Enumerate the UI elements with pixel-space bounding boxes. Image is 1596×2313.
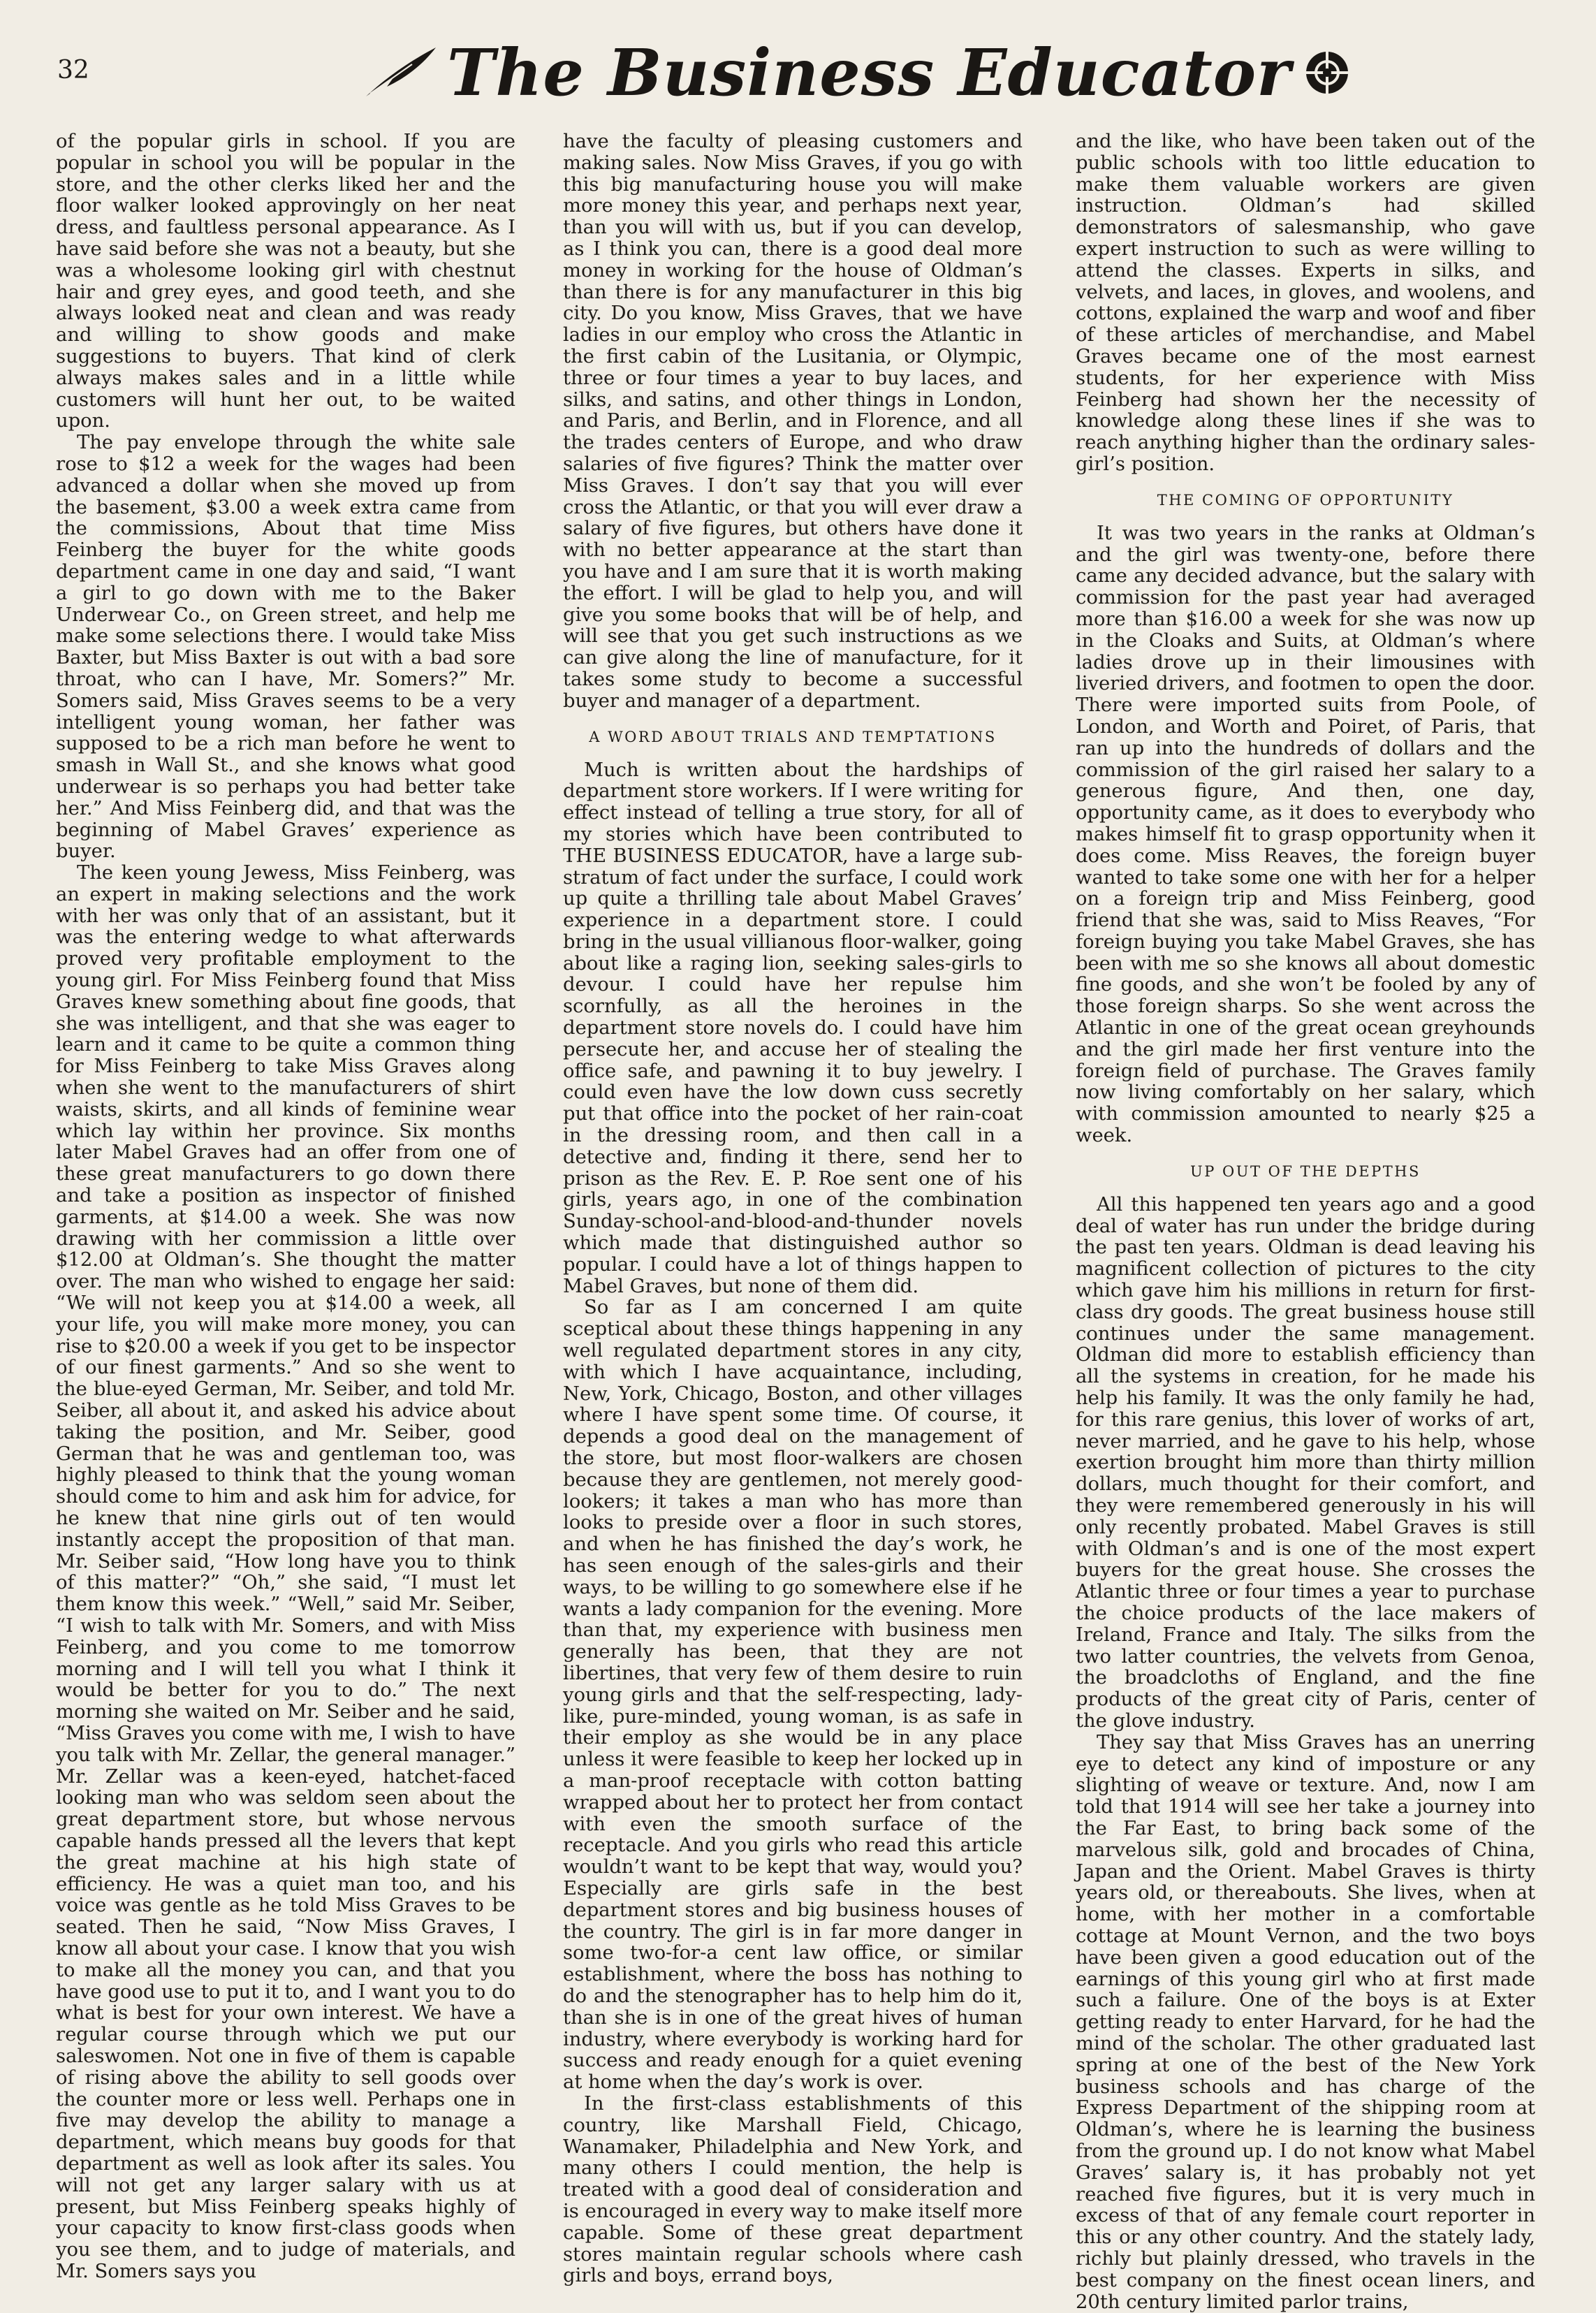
section-heading: A WORD ABOUT TRIALS AND TEMPTATIONS <box>589 728 997 745</box>
quill-pen-icon <box>363 43 440 99</box>
paragraph: So far as I am concerned I am quite sceptical about these things happening in any well regulated department stores in any city, with which I have acquaintance, including, New, York, Chicago, Boston, and other villages where I have spent some time. Of course, it depends a good deal on the management of the store, but most floor-walkers are chosen because they are gentlemen, not merely good-lookers; it takes a man who has more than looks to preside over a floor in such stores, and when he has finished the day’s work, he has seen enough of the sales-girls and their ways, to be willing to go somewhere else if he wants a lady companion for the evening. More than that, my experience with business men generally has been, that they are not libertines, that very few of them desire to ruin young girls and that the self-respecting, lady-like, pure-minded, young woman, is as safe in their employ as she would be in any place unless it were feasible to keep her locked up in a man-proof receptacle with cotton batting wrapped about her to protect her from contact with even the smooth surface of the receptacle. And you girls who read this article wouldn’t want to be kept that way, would you? Especially are girls safe in the best department stores and big business houses of the country. The girl is in far more danger in some two-for-a cent law office, or similar establishment, where the boss has nothing to do and the stenographer has to help him do it, than she is in one of the great hives of human industry, where everybody is working hard for success and ready enough for a quiet evening at home when the day’s work is over. <box>563 1297 1023 2094</box>
paragraph: In the first-class establishments of this country, like Marshall Field, Chicago, Wanamaker, Philadelphia and New York, and many others I could mention, the help is treated with a good deal of consideration and is encouraged in every way to make itself more capable. Some of these great department stores maintain regular schools where cash girls and boys, errand boys, <box>563 2092 1023 2287</box>
column-3 <box>1076 131 1535 2313</box>
paragraph: They say that Miss Graves has an unerring eye to detect any kind of imposture or any slighting of weave or texture. And, now I am told that 1914 will see her take a journey into the Far East, to bring back some of the marvelous silk, gold and brocades of China, Japan and the Orient. Mabel Graves is thirty years old, or thereabouts. She lives, when at home, with her mother in a comfortable cottage at Mount Vernon, and the two boys have been given a good education out of the earnings of this young girl who at first made such a failure. One of the boys is at Exter getting ready to enter Harvard, for he had the mind of the scholar. The other graduated last spring at one of the best of the New York business schools and has charge of the Express Department of the shipping room at Oldman’s, where he is learning the business from the ground up. I do not know what Mabel Graves’ salary is, it has probably not yet reached five figures, but it is very much in excess of that of any female court reporter in this or any other country. And the stately lady, richly but plainly dressed, who travels in the best company on the finest ocean liners, and 20th century limited parlor trains, <box>1076 1731 1535 2313</box>
section-heading: UP OUT OF THE DEPTHS <box>1190 1162 1421 1180</box>
paragraph: The keen young Jewess, Miss Feinberg, was an expert in making selections and the work with her was only that of an assistant, but it was the entering wedge to what afterwards proved very profitable employment to the young girl. For Miss Feinberg found that Miss Graves knew something about fine goods, that she was intelligent, and that she was eager to learn and it came to be quite a common thing for Miss Feinberg to take Miss Graves along when she went to the manufacturers of shirt waists, skirts, and all kinds of feminine wear which lay within her province. Six months later Mabel Graves had an offer from one of these great manufacturers to go down there and take a position as inspector of finished garments, at $14.00 a week. She was now drawing with her commission a little over $12.00 at Oldman’s. She thought the matter over. The man who wished to engage her said: “We will not keep you at $14.00 a week, all your life, you will make more money, you can rise to $20.00 a week if you get to be inspector of our finest garments.” And so she went to the blue-eyed German, Mr. Seiber, and told Mr. Seiber, all about it, and asked his advice about taking the position, and Mr. Seiber, good German that he was and gentleman too, was highly pleased to think that the young woman should come to him and ask him for advice, for he knew that nine girls out of ten would instantly accept the proposition of that man. Mr. Seiber said, “How long have you to think of this matter?” “Oh,” she said, “I must let them know this week.” “Well,” said Mr. Seiber, “I wish to talk with Mr. Somers, and with Miss Feinberg, and you come to me tomorrow morning and I will tell you what I think it would be better for you to do.” The next morning she waited on Mr. Seiber and he said, “Miss Graves you come with me, I wish to have you talk with Mr. Zellar, the general manager.” Mr. Zellar was a keen-eyed, hatchet-faced looking man who was seldom seen about the great department store, but whose nervous capable hands pressed all the levers that kept the great machine at his high state of efficiency. He was a quiet man too, and his voice was gentle as he told Miss Graves to be seated. Then he said, “Now Miss Graves, I know all about your case. I know that you wish to make all the money you can, and that you have good use to put it to, and I want you to do what is best for your own interest. We have a regular course through which we put our saleswomen. Not one in five of them is capable of rising above the ability to sell goods over the counter more or less well. Perhaps one in five may develop the ability to manage a department, which means buy goods for that department as well as look after its sales. You will not get any larger salary with us at present, but Miss Feinberg speaks highly of your capacity to know first-class goods when you see them, and to judge of materials, and Mr. Somers says you <box>56 862 515 2282</box>
section-heading: THE COMING OF OPPORTUNITY <box>1157 491 1454 509</box>
paragraph: Much is written about the hardships of department store workers. If I were writing for effect instead of telling a true story, for all of my stories which have been contributed to THE BUSINESS EDUCATOR, have a large sub-stratum of fact under the surface, I could work up quite a thrilling tale about Mabel Graves’ experience in a department store. I could bring in the usual villianous floor-walker, going about like a raging lion, seeking sales-girls to devour. I could have her repulse him scornfully, as all the heroines in the department store novels do. I could have him persecute her, and accuse her of stealing the office safe, and pawning it to buy jewelry. I could even have the low down cuss secretly put that office into the pocket of her rain-coat in the dressing room, and then call in a detective and, finding it there, send her to prison as the Rev. E. P. Roe sent one of his girls, years ago, in one of the combination Sunday-school-and-blood-and-thunder novels which made that distinguished author so popular. I could have a lot of things happen to Mabel Graves, but none of them did. <box>563 759 1023 1297</box>
paragraph: have the faculty of pleasing customers and making sales. Now Miss Graves, if you go with this big manufacturing house you will make more money this year, and perhaps next year, than you will with us, but if you can develop, as I think you can, there is a good deal more money in working for the house of Oldman’s than there is for any manufacturer in this big city. Do you know, Miss Graves, that we have ladies in our employ who cross the Atlantic in the first cabin of the Lusitania, or Olympic, three or four times a year to buy laces, and silks, and satins, and other things in London, and Paris, and Berlin, and in Florence, and all the trades centers of Europe, and who draw salaries of five figures? Think the matter over Miss Graves. I don’t say that you will ever cross the Atlantic, or that you will ever draw a salary of five figures, but others have done it with no better appearance at the start than you have and I am sure that it is worth making the effort. I will be glad to help you, and will give you some books that will be of help, and will see that you get such instructions as we can give along the line of manufacture, for it takes some study to become a successful buyer and manager of a department. <box>563 131 1023 712</box>
paragraph: and the like, who have been taken out of the public schools with too little education to make them valuable workers are given instruction. Oldman’s had skilled demonstrators of salesmanship, who gave expert instruction to such as were willing to attend the classes. Experts in silks, and velvets, and laces, in gloves, and woolens, and cottons, explained the warp and woof and fiber of these articles of merchandise, and Mabel Graves became one of the most earnest students, for her experience with Miss Feinberg had shown her the necessity of knowledge along these lines if she was to reach anything higher than the ordinary sales-girl’s position. <box>1076 131 1535 475</box>
emblem-ornament-icon <box>1299 45 1355 101</box>
column-1 <box>56 131 515 2282</box>
paragraph: The pay envelope through the white sale rose to $12 a week for the wages had been advanced a dollar when she moved up from the basement, $3.00 a week extra came from the commissions, About that time Miss Feinberg the buyer for the white goods department came in one day and said, “I want a girl to go down with me to the Baker Underwear Co., on Green street, and help me make some selections there. I would take Miss Baxter, but Miss Baxter is out with a bad sore throat, who can I have, Mr. Somers?” Mr. Somers said, Miss Graves seems to be a very intelligent young woman, her father was supposed to be a rich man before he went to smash in Wall St., and she knows what good underwear is so perhaps you had better take her.” And Miss Feinberg did, and that was the beginning of Mabel Graves’ experience as buyer. <box>56 432 515 863</box>
masthead-title: The Business Educator <box>447 35 1291 110</box>
paragraph: All this happened ten years ago and a good deal of water has run under the bridge during the past ten years. Oldman is dead leaving his magnificent collection of pictures to the city which gave him his millions in return for first-class dry goods. The great business house still continues under the same management. Oldman did more to establish efficiency than all the systems in creation, for he made his help his family. It was the only family he had, for this rare genius, this lover of works of art, never married, and he gave to his help, whose exertion brought him more than thirty million dollars, much thought for their comfort, and they were remembered generously in his will only recently probated. Mabel Graves is still with Oldman’s and is one of the most expert buyers for the great house. She crosses the Atlantic three or four times a year to purchase the choice products of the lace makers of Ireland, France and Italy. The silks from the two latter countries, the velvets from Genoa, the broadcloths of England, and the fine products of the great city of Paris, center of the glove industry. <box>1076 1193 1535 1732</box>
column-2 <box>563 131 1023 2287</box>
page-number: 32 <box>57 56 89 85</box>
paragraph: of the popular girls in school. If you are popular in school you will be popular in the store, and the other clerks liked her and the floor walker looked approvingly on her neat dress, and faultless personal appearance. As I have said before she was not a beauty, but she was a wholesome looking girl with chestnut hair and grey eyes, and good teeth, and she always looked neat and clean and was ready and willing to show goods and make suggestions to buyers. That kind of clerk always makes sales and in a little while customers will hunt her out, to be waited upon. <box>56 131 515 432</box>
paragraph: It was two years in the ranks at Oldman’s and the girl was twenty-one, before there came any decided advance, but the salary with commission for the past year had averaged more than $16.00 a week for she was now up in the Cloaks and Suits, at Oldman’s where ladies drove up in their limousines with liveried drivers, and footmen to open the door. There were imported suits from Poole, of London, and Worth and Poiret, of Paris, that ran up into the hundreds of dollars and the commission of the girl raised her salary to a generous figure, And then, one day, opportunity came, as it does to everybody who makes himself fit to grasp opportunity when it does come. Miss Reaves, the foreign buyer wanted to take some one with her for a helper on a foreign trip and Miss Feinberg, good friend that she was, said to Miss Reaves, “For foreign buying you take Mabel Graves, she has been with me so she knows all about domestic fine goods, and she won’t be fooled by any of those foreign sharps. So she went across the Atlantic in one of the great ocean greyhounds and the girl made her first venture into the foreign field of purchase. The Graves family now living comfortably on her salary, which with commission amounted to nearly $25 a week. <box>1076 522 1535 1147</box>
masthead <box>363 31 1376 115</box>
